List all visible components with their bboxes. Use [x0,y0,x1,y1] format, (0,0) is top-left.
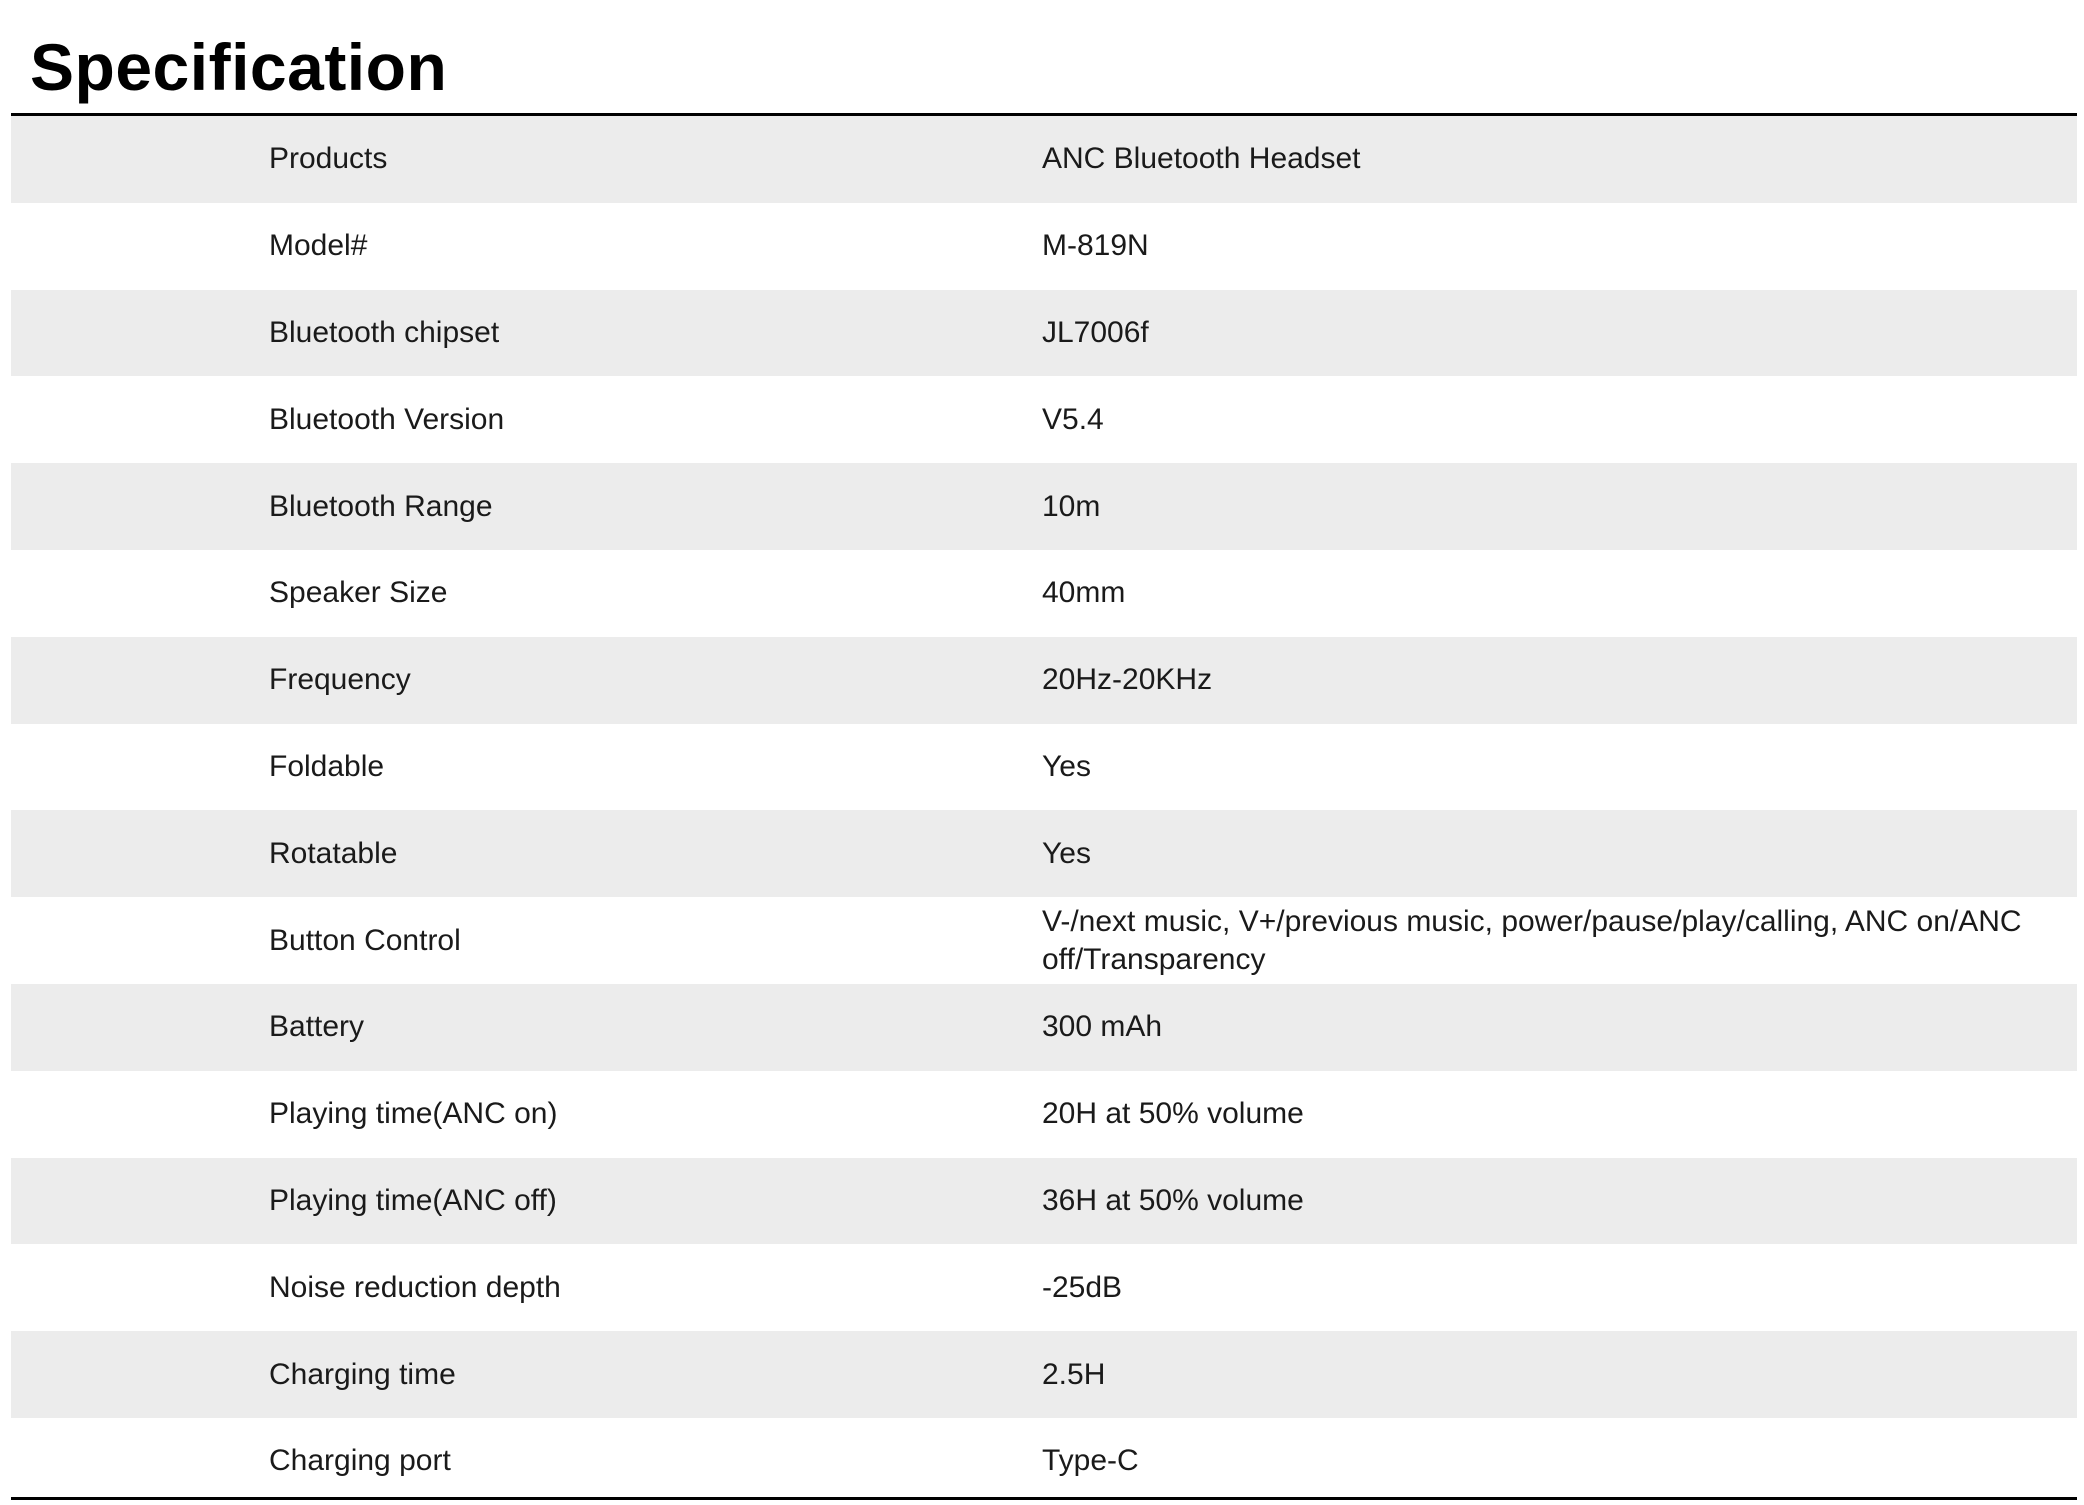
table-row [11,1071,2077,1158]
spec-label: Charging time [269,1357,456,1391]
spec-value: ANC Bluetooth Headset [1042,142,1361,176]
spec-table [11,116,2077,1505]
table-row [11,1158,2077,1245]
page-title: Specification [30,30,448,104]
spec-value: 2.5H [1042,1357,1106,1391]
spec-label: Button Control [269,923,461,957]
spec-value: 10m [1042,489,1101,523]
table-row [11,290,2077,377]
table-row [11,984,2077,1071]
table-row [11,463,2077,550]
spec-value: 300 mAh [1042,1010,1163,1044]
table-row [11,550,2077,637]
table-row [11,724,2077,811]
spec-value: 20Hz-20KHz [1042,663,1213,697]
spec-label: Products [269,142,388,176]
spec-label: Bluetooth Range [269,489,493,523]
spec-label: Battery [269,1010,365,1044]
spec-label: Foldable [269,749,385,783]
table-row [11,116,2077,203]
spec-value: JL7006f [1042,315,1149,349]
spec-label: Playing time(ANC on) [269,1097,558,1131]
table-row [11,1331,2077,1418]
spec-label: Frequency [269,663,411,697]
spec-label: Noise reduction depth [269,1270,561,1304]
spec-value: M-819N [1042,229,1149,263]
table-row [11,810,2077,897]
spec-value: Yes [1042,749,1091,783]
spec-value: 20H at 50% volume [1042,1097,1304,1131]
table-row [11,1418,2077,1505]
spec-value: 40mm [1042,576,1126,610]
spec-value: V5.4 [1042,402,1104,436]
table-row [11,376,2077,463]
spec-label: Playing time(ANC off) [269,1183,557,1217]
spec-label: Model# [269,229,368,263]
spec-label: Bluetooth chipset [269,315,500,349]
bottom-divider [11,1497,2077,1500]
spec-value: 36H at 50% volume [1042,1183,1304,1217]
table-row [11,1244,2077,1331]
spec-value: V-/next music, V+/previous music, power/pause/play/calling, ANC on/ANC off/Transparency [1042,904,2022,976]
spec-value: -25dB [1042,1270,1123,1304]
spec-label: Speaker Size [269,576,448,610]
spec-value: Yes [1042,836,1091,870]
table-row [11,897,2077,984]
spec-label: Bluetooth Version [269,402,505,436]
spec-label: Charging port [269,1444,451,1478]
table-row [11,203,2077,290]
spec-label: Rotatable [269,836,398,870]
table-row [11,637,2077,724]
spec-value: Type-C [1042,1444,1139,1478]
